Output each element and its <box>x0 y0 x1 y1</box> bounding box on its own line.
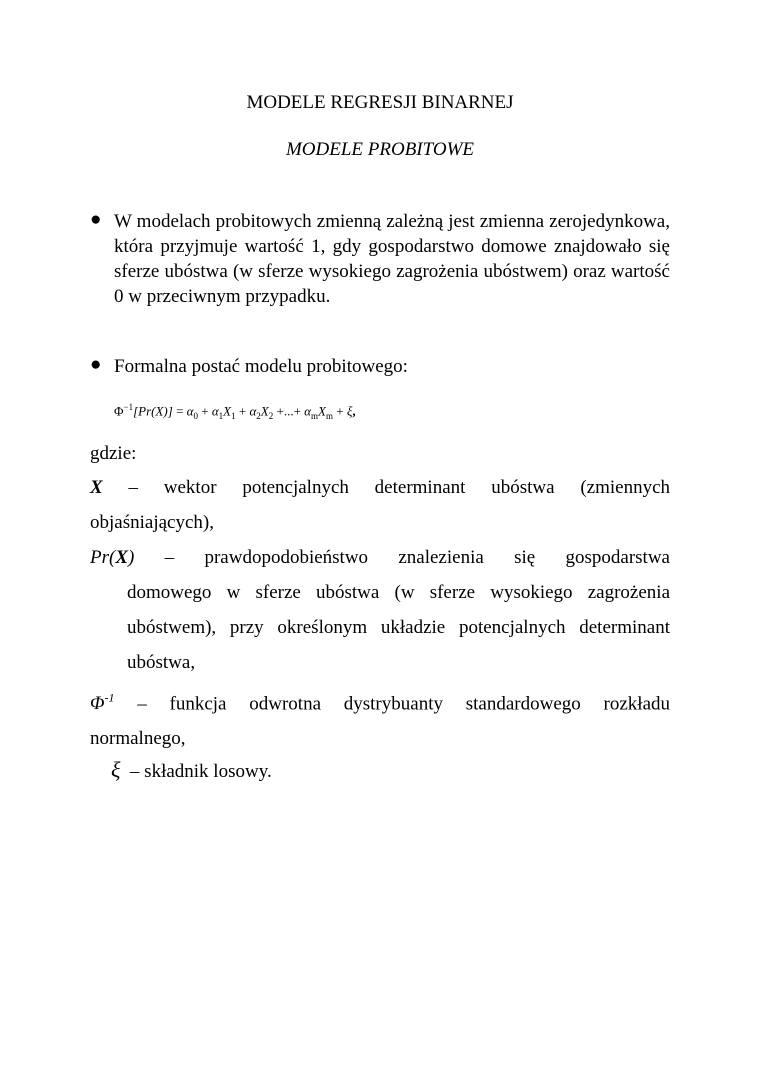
definition-x-line2: objaśniających), <box>90 512 214 533</box>
definition-phi-exp: -1 <box>104 691 115 705</box>
definition-pr-term-c: ) <box>128 547 135 568</box>
definition-x-term: X <box>90 477 103 498</box>
definition-xi-term: ξ <box>111 757 121 782</box>
definition-phi-text: – funkcja odwrotna dystrybuanty standardowego rozkładu <box>137 693 670 715</box>
definition-x <box>90 470 670 540</box>
formula-phi: Φ <box>114 403 124 419</box>
definition-phi-line1 <box>90 681 670 721</box>
formula-plus: + <box>201 403 209 419</box>
formula-alpha0: α <box>186 403 194 419</box>
formula-x1: X <box>223 403 232 419</box>
definition-pr-continuation: domowego w sferze ubóstwa (w sferze wysokiego zagrożenia ubóstwem), przy określonym układzie potencjalnych determinant ubóstwa, <box>127 582 670 673</box>
formula-alpham-sub: m <box>310 410 318 421</box>
formula-comma: , <box>352 403 356 419</box>
formula-x1-sub: 1 <box>231 410 236 421</box>
definition-xi-text: – składnik losowy. <box>129 761 272 782</box>
formula-xm: X <box>318 403 326 419</box>
formula-x2: X <box>260 403 269 419</box>
definition-phi-symbol: Φ <box>90 693 105 715</box>
definition-pr-term-b: X <box>115 547 129 568</box>
bullet-icon: ● <box>90 209 102 230</box>
definition-phi-line2: normalnego, <box>90 728 186 750</box>
formula-xi: ξ <box>346 403 353 419</box>
bullet-text-1: W modelach probitowych zmienną zależną jest zmienna zerojedynkowa, która przyjmuje wartość 1, gdy gospodarstwo domowe znajdowało się sferze ubóstwa (w sferze wysokiego zagrożenia ubóstwem) oraz wartość 0 w przeciwnym przypadku. <box>114 211 670 307</box>
bullet-text-2: Formalna postać modelu probitowego: <box>114 356 408 377</box>
formula-alpha2: α <box>249 403 257 419</box>
page-subtitle: MODELE PROBITOWE <box>285 139 475 160</box>
formula-eq: = <box>176 403 184 419</box>
definition-pr-text: – prawdopodobieństwo znalezienia się gospodarstwa <box>164 547 670 568</box>
definition-pr <box>90 540 670 575</box>
formula-x2-sub: 2 <box>268 410 274 421</box>
where-label: gdzie: <box>90 443 137 464</box>
formula-alpham: α <box>304 403 311 419</box>
formula-lhs-arg: [Pr(X)] <box>133 403 173 419</box>
formula-alpha0-sub: 0 <box>193 410 198 421</box>
page-title: MODELE REGRESJI BINARNEJ <box>246 92 514 113</box>
definition-xi <box>111 752 272 789</box>
definition-pr-term <box>90 547 134 568</box>
formula-plus: + <box>336 403 344 419</box>
bullet-icon: ● <box>90 354 102 375</box>
definition-x-text: – wektor potencjalnych determinant ubóstwa (zmiennych <box>128 477 670 498</box>
formula-alpha1: α <box>211 403 219 419</box>
formula-phi-exp: −1 <box>123 402 134 412</box>
formula-xm-sub: m <box>325 410 333 421</box>
definition-pr-line1 <box>90 540 670 575</box>
formula-alpha1-sub: 1 <box>218 410 224 421</box>
probit-formula <box>114 402 356 421</box>
definition-phi-term <box>90 693 114 714</box>
formula-plus: + <box>238 403 247 419</box>
formula-alpha2-sub: 2 <box>256 410 261 421</box>
definition-x-line1 <box>90 470 670 505</box>
definition-phi <box>90 681 670 756</box>
formula-ellipsis: +...+ <box>276 403 301 419</box>
definition-pr-term-a: Pr( <box>90 547 116 568</box>
